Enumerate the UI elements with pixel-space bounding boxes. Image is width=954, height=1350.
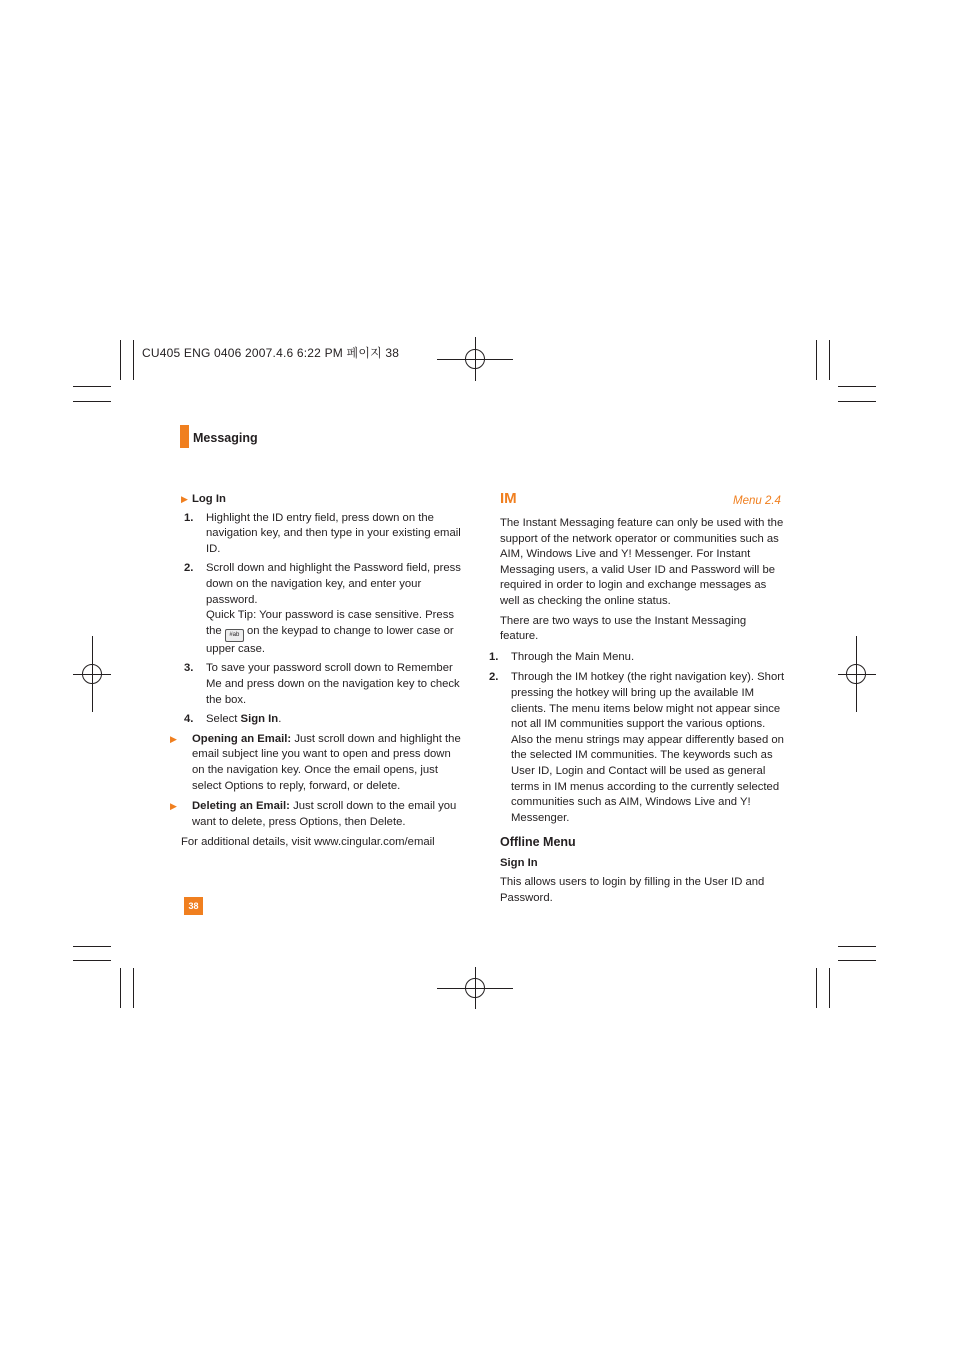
offline-menu-heading: Offline Menu — [500, 835, 576, 850]
crop-mark — [73, 960, 111, 961]
crop-mark — [120, 968, 121, 1008]
list-item: 2. Scroll down and highlight the Password field, press down on the navigation key, and enter your password. — [184, 562, 461, 606]
list-item: 1. Highlight the ID entry field, press down on the navigation key, and then type in your existing email ID. — [184, 511, 461, 555]
sign-in-text: This allows users to login by filling in the User ID and Password. — [500, 876, 765, 905]
list-item: 2. Through the IM hotkey (the right navigation key). Short pressing the hotkey will bring up the available IM clients. The menu items below might not appear since not all IM communities support the various options. Also the menu strings may appear differently based on the selected IM communities. The keywords such as User ID, Login and Contact will be used as general terms in IM menus according to the currently selected communities such as AIM, Windows Live and Y! Messenger. — [489, 671, 785, 824]
crop-mark — [816, 968, 817, 1008]
list-item: 1. Through the Main Menu. — [489, 650, 635, 663]
im-two-ways: There are two ways to use the Instant Messaging feature. — [500, 614, 747, 643]
quick-tip: Quick Tip: Your password is case sensitive. Press the #ab on the keypad to change to lower case or upper case. — [206, 609, 455, 655]
triangle-right-icon: ▶ — [170, 801, 177, 812]
crop-mark — [838, 960, 876, 961]
section-title: Messaging — [193, 431, 258, 445]
left-column — [170, 492, 466, 851]
crop-mark — [73, 401, 111, 402]
login-heading: Log In — [192, 493, 226, 505]
page-number: 38 — [184, 897, 203, 915]
abc-key-icon: #ab — [225, 629, 244, 642]
crop-mark — [829, 968, 830, 1008]
deleting-email-paragraph: ▶ Deleting an Email: Just scroll down to the email you want to delete, press Options, then Delete. — [170, 800, 457, 828]
footer-note: For additional details, visit www.cingular.com/email — [181, 836, 435, 849]
crop-mark — [816, 340, 817, 380]
triangle-right-icon: ▶ — [181, 494, 188, 504]
crop-mark — [73, 946, 111, 947]
section-marker — [180, 425, 189, 448]
crop-mark — [133, 968, 134, 1008]
print-slug: CU405 ENG 0406 2007.4.6 6:22 PM 페이지 38 — [142, 346, 400, 360]
crop-mark — [133, 340, 134, 380]
opening-email-paragraph: ▶ Opening an Email: Just scroll down and highlight the email subject line you want to open and press down on the navigation key. Once the email opens, just select Options to reply, forward, or delete. — [170, 732, 461, 792]
list-item: 3. To save your password scroll down to Remember Me and press down on the navigation key to check the box. — [184, 662, 460, 706]
crop-mark — [838, 401, 876, 402]
right-column — [489, 516, 786, 907]
crop-mark — [829, 340, 830, 380]
sign-in-heading: Sign In — [500, 856, 538, 869]
crop-mark — [73, 386, 111, 387]
login-steps — [181, 511, 466, 728]
triangle-right-icon: ▶ — [170, 733, 177, 744]
im-title: IM — [500, 490, 517, 507]
crop-mark — [838, 946, 876, 947]
crop-mark — [838, 386, 876, 387]
im-intro: The Instant Messaging feature can only be used with the support of the network operator or communities such as AIM, Windows Live and Y! Messenger. For Instant Messaging users, a valid User ID and Password will be required in order to login and exchange messages as well as checking the online status. — [500, 517, 784, 607]
list-item: 4. Select Sign In. — [184, 713, 282, 726]
menu-reference: Menu 2.4 — [733, 495, 781, 507]
crop-mark — [120, 340, 121, 380]
